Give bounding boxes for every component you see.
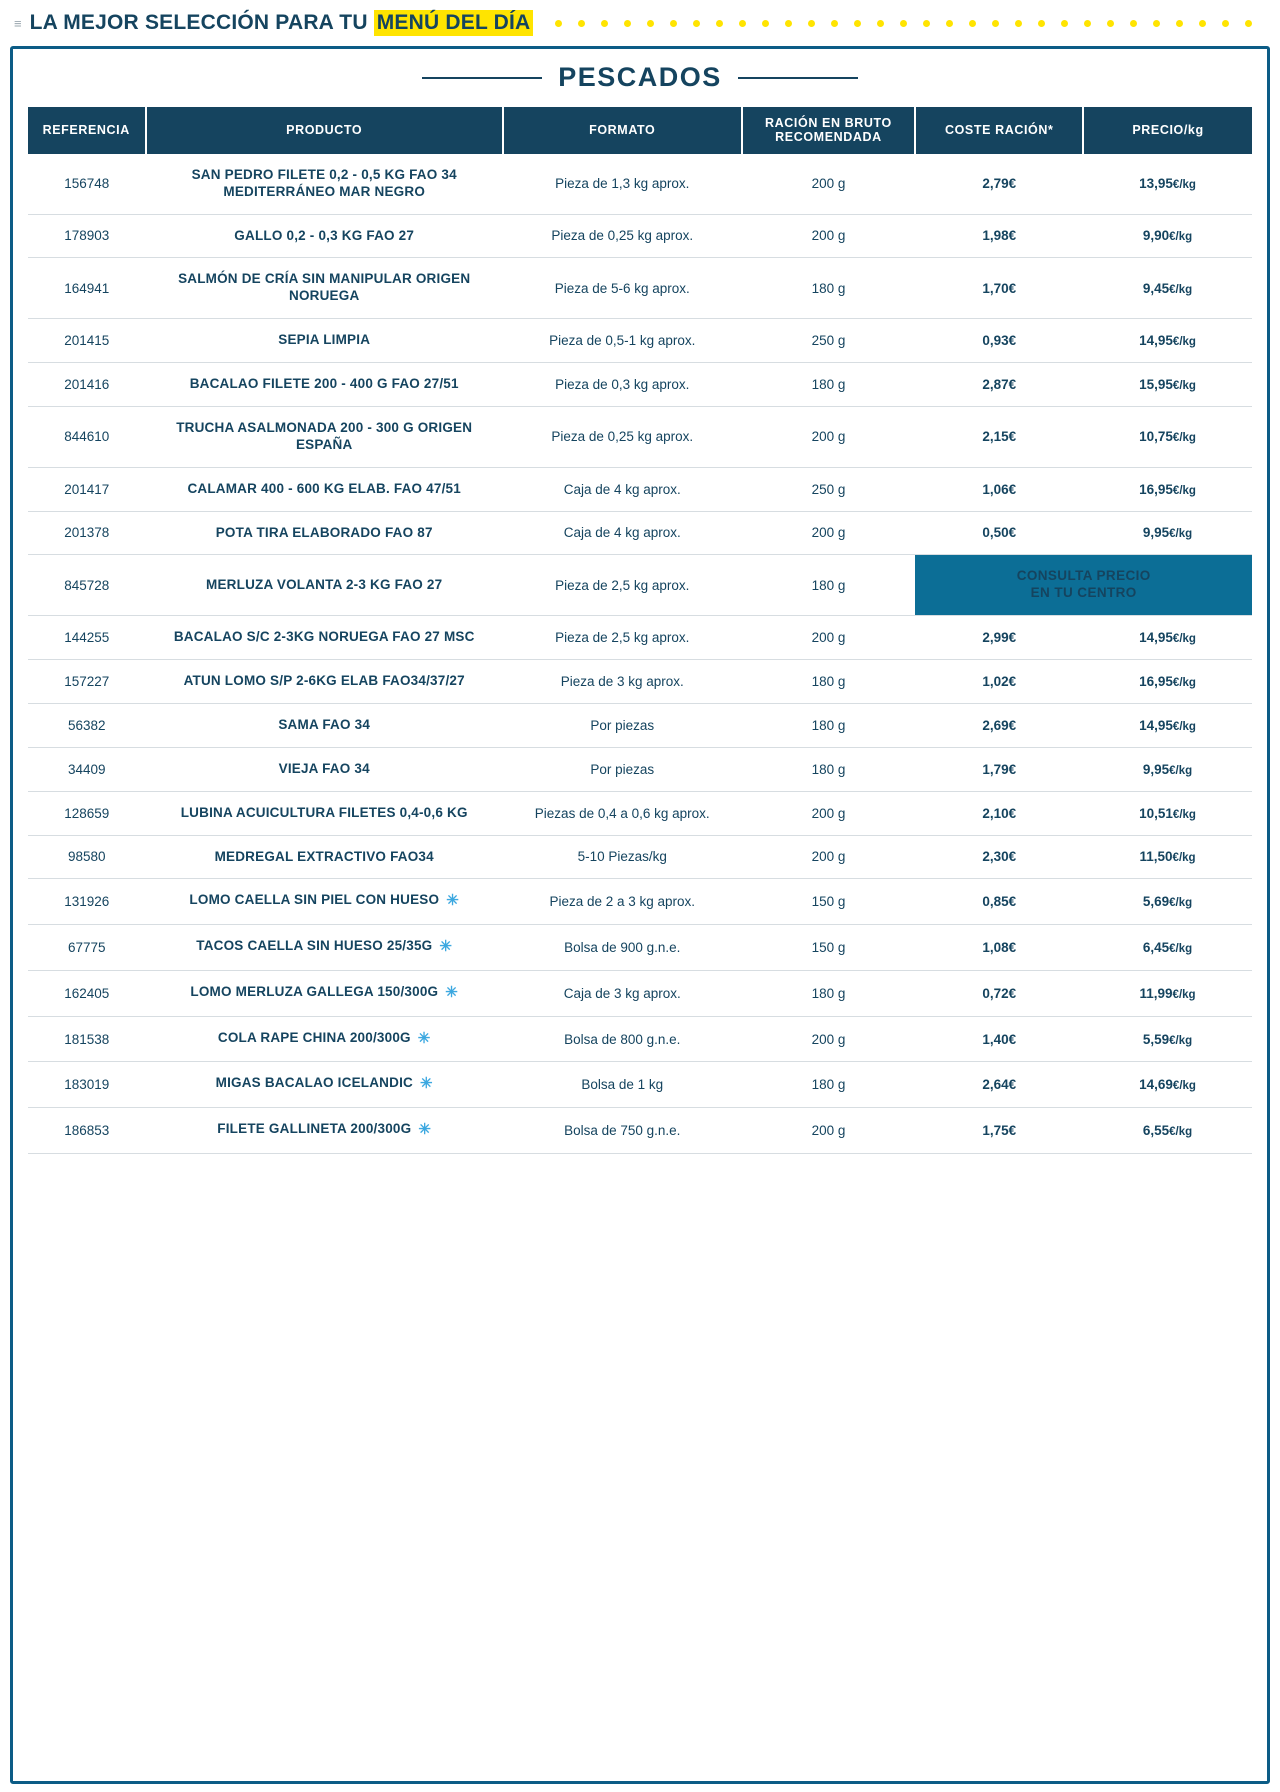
cell-coste-racion: 1,75€ <box>915 1108 1083 1154</box>
precio-unit: €/kg <box>1169 1034 1193 1047</box>
precio-value: 5,69 <box>1142 894 1170 910</box>
cell-precio-kg <box>1083 258 1252 319</box>
product-name: MIGAS BACALAO ICELANDIC <box>215 1075 413 1091</box>
dot <box>1130 20 1137 27</box>
cell-coste-racion: 2,10€ <box>915 791 1083 835</box>
cell-coste-racion: 2,15€ <box>915 406 1083 467</box>
cell-coste-racion: 1,40€ <box>915 1016 1083 1062</box>
cell-precio-kg <box>1083 214 1252 258</box>
menu-marker-icon: ≡ <box>14 15 22 31</box>
precio-unit: €/kg <box>1169 897 1193 910</box>
cell-racion: 180 g <box>742 747 916 791</box>
product-name: COLA RAPE CHINA 200/300G <box>217 1029 411 1045</box>
cell-racion: 200 g <box>742 154 916 214</box>
precio-unit: €/kg <box>1172 1080 1196 1093</box>
cell-precio-kg <box>1083 703 1252 747</box>
dot <box>693 20 700 27</box>
cell-producto <box>146 511 503 555</box>
product-name: VIEJA FAO 34 <box>278 760 370 776</box>
banner-title-plain: LA MEJOR SELECCIÓN PARA TU <box>29 11 368 34</box>
dot <box>578 20 585 27</box>
dot <box>670 20 677 27</box>
product-name: ATUN LOMO S/P 2-6KG ELAB FAO34/37/27 <box>183 673 465 688</box>
table-row <box>28 363 1252 407</box>
cell-referencia: 67775 <box>28 925 146 971</box>
dot <box>854 20 861 27</box>
dot <box>1199 20 1206 27</box>
cell-precio-kg <box>1083 616 1252 660</box>
product-name: POTA TIRA ELABORADO FAO 87 <box>215 524 433 540</box>
cell-referencia: 186853 <box>28 1108 146 1154</box>
precio-unit: €/kg <box>1169 231 1193 244</box>
precio-unit: €/kg <box>1172 808 1196 821</box>
cell-racion: 180 g <box>742 970 916 1016</box>
precio-value: 15,95 <box>1139 376 1173 392</box>
consulta-line-1: CONSULTA PRECIO <box>1016 568 1151 584</box>
dot <box>1176 20 1183 27</box>
cell-formato: Pieza de 2,5 kg aprox. <box>503 616 742 660</box>
table-row <box>28 879 1252 925</box>
cell-formato: Pieza de 3 kg aprox. <box>503 660 742 704</box>
precio-unit: €/kg <box>1172 988 1196 1001</box>
cell-producto <box>146 925 503 971</box>
cell-racion: 180 g <box>742 703 916 747</box>
precio-unit: €/kg <box>1172 379 1196 392</box>
cell-referencia: 34409 <box>28 747 146 791</box>
cell-precio-kg <box>1083 879 1252 925</box>
precio-value: 11,50 <box>1139 849 1173 865</box>
cell-coste-racion: 1,06€ <box>915 467 1083 511</box>
cell-coste-racion: 1,08€ <box>915 925 1083 971</box>
precio-unit: €/kg <box>1172 484 1196 497</box>
precio-unit: €/kg <box>1172 852 1196 865</box>
dot <box>762 20 769 27</box>
cell-referencia: 844610 <box>28 406 146 467</box>
cell-precio-kg <box>1083 791 1252 835</box>
cell-precio-kg <box>1083 467 1252 511</box>
table-row <box>28 703 1252 747</box>
dot <box>1153 20 1160 27</box>
cell-producto <box>146 1108 503 1154</box>
column-header-racion: RACIÓN EN BRUTO RECOMENDADA <box>742 107 916 154</box>
cell-formato: Pieza de 2,5 kg aprox. <box>503 555 742 616</box>
cell-referencia: 845728 <box>28 555 146 616</box>
cell-referencia: 144255 <box>28 616 146 660</box>
cell-racion: 150 g <box>742 925 916 971</box>
dot <box>1245 20 1252 27</box>
cell-precio-kg <box>1083 319 1252 363</box>
cell-referencia: 128659 <box>28 791 146 835</box>
cell-coste-racion: 1,70€ <box>915 258 1083 319</box>
table-row <box>28 511 1252 555</box>
cell-referencia: 201416 <box>28 363 146 407</box>
dot <box>1084 20 1091 27</box>
dot <box>831 20 838 27</box>
decorative-dots <box>555 20 1262 27</box>
precio-value: 14,95 <box>1139 333 1173 349</box>
table-row <box>28 1062 1252 1108</box>
table-header <box>28 107 1252 154</box>
precio-unit: €/kg <box>1172 432 1196 445</box>
precio-unit: €/kg <box>1172 676 1196 689</box>
table-row <box>28 747 1252 791</box>
rule-left <box>422 77 542 79</box>
cell-formato: Por piezas <box>503 747 742 791</box>
column-header-formato: FORMATO <box>503 107 742 154</box>
dot <box>785 20 792 27</box>
precio-unit: €/kg <box>1172 720 1196 733</box>
precio-unit: €/kg <box>1169 283 1193 296</box>
precio-value: 5,59 <box>1142 1031 1170 1047</box>
cell-racion: 150 g <box>742 879 916 925</box>
dot <box>716 20 723 27</box>
dot <box>923 20 930 27</box>
cell-precio-kg <box>1083 747 1252 791</box>
precio-value: 13,95 <box>1139 176 1173 192</box>
table-body <box>28 154 1252 1154</box>
cell-precio-kg <box>1083 363 1252 407</box>
cell-producto <box>146 258 503 319</box>
cell-producto <box>146 406 503 467</box>
precio-unit: €/kg <box>1172 336 1196 349</box>
dot <box>1015 20 1022 27</box>
cell-formato: Caja de 3 kg aprox. <box>503 970 742 1016</box>
table-row <box>28 154 1252 214</box>
dot <box>1222 20 1229 27</box>
cell-producto <box>146 879 503 925</box>
cell-formato: Bolsa de 800 g.n.e. <box>503 1016 742 1062</box>
banner-title-highlight: MENÚ DEL DÍA <box>374 10 534 36</box>
table-row <box>28 970 1252 1016</box>
cell-coste-racion: 1,02€ <box>915 660 1083 704</box>
table-row <box>28 925 1252 971</box>
cell-racion: 200 g <box>742 835 916 879</box>
precio-value: 14,69 <box>1139 1077 1173 1093</box>
table-row <box>28 660 1252 704</box>
table-row <box>28 1108 1252 1154</box>
dot <box>900 20 907 27</box>
precio-unit: €/kg <box>1169 528 1193 541</box>
product-name: CALAMAR 400 - 600 KG ELAB. FAO 47/51 <box>187 480 461 496</box>
snowflake-icon: ✳ <box>417 1029 431 1047</box>
cell-racion: 200 g <box>742 406 916 467</box>
cell-coste-racion: 2,64€ <box>915 1062 1083 1108</box>
cell-producto <box>146 660 503 704</box>
cell-referencia: 181538 <box>28 1016 146 1062</box>
precio-unit: €/kg <box>1169 764 1193 777</box>
cell-racion: 180 g <box>742 363 916 407</box>
dot <box>808 20 815 27</box>
table-row <box>28 555 1252 616</box>
cell-racion: 200 g <box>742 1016 916 1062</box>
precio-value: 11,99 <box>1139 985 1173 1001</box>
table-row <box>28 214 1252 258</box>
cell-precio-kg <box>1083 406 1252 467</box>
cell-racion: 250 g <box>742 319 916 363</box>
page-content <box>0 62 1280 1154</box>
cell-formato: Pieza de 0,5-1 kg aprox. <box>503 319 742 363</box>
cell-racion: 200 g <box>742 1108 916 1154</box>
column-header-producto: PRODUCTO <box>146 107 503 154</box>
product-name: LOMO MERLUZA GALLEGA 150/300G <box>190 983 439 999</box>
product-name: SAN PEDRO FILETE 0,2 - 0,5 KG FAO 34 MEDITERRÁNEO MAR NEGRO <box>191 166 457 199</box>
cell-producto <box>146 154 503 214</box>
products-table <box>28 107 1252 1154</box>
cell-referencia: 56382 <box>28 703 146 747</box>
cell-precio-kg <box>1083 1062 1252 1108</box>
dot <box>601 20 608 27</box>
product-name: SAMA FAO 34 <box>278 716 371 732</box>
snowflake-icon: ✳ <box>446 892 459 910</box>
cell-formato: Caja de 4 kg aprox. <box>503 511 742 555</box>
cell-precio-kg <box>1083 835 1252 879</box>
precio-value: 9,90 <box>1142 228 1170 244</box>
cell-producto <box>146 555 503 616</box>
precio-unit: €/kg <box>1172 633 1196 646</box>
cell-producto <box>146 791 503 835</box>
precio-unit: €/kg <box>1172 179 1196 192</box>
table-row <box>28 319 1252 363</box>
cell-coste-racion: 2,69€ <box>915 703 1083 747</box>
snowflake-icon: ✳ <box>445 983 459 1001</box>
precio-value: 16,95 <box>1139 673 1173 689</box>
product-name: SALMÓN DE CRÍA SIN MANIPULAR ORIGEN NORUEGA <box>178 271 471 304</box>
product-name: MEDREGAL EXTRACTIVO FAO34 <box>214 848 434 864</box>
table-row <box>28 1016 1252 1062</box>
product-name: TACOS CAELLA SIN HUESO 25/35G <box>196 938 433 954</box>
cell-coste-racion: 1,98€ <box>915 214 1083 258</box>
rule-right <box>738 77 858 79</box>
dot <box>992 20 999 27</box>
column-header-precio: PRECIO/kg <box>1083 107 1252 154</box>
cell-referencia: 201415 <box>28 319 146 363</box>
cell-coste-racion: 0,93€ <box>915 319 1083 363</box>
cell-formato: Bolsa de 1 kg <box>503 1062 742 1108</box>
product-name: LOMO CAELLA SIN PIEL CON HUESO <box>189 892 440 908</box>
cell-formato: Pieza de 5-6 kg aprox. <box>503 258 742 319</box>
precio-value: 14,95 <box>1139 630 1173 646</box>
cell-referencia: 178903 <box>28 214 146 258</box>
cell-formato: Caja de 4 kg aprox. <box>503 467 742 511</box>
cell-precio-kg <box>1083 154 1252 214</box>
precio-value: 6,45 <box>1142 940 1170 955</box>
cell-consulta-precio <box>915 555 1252 616</box>
product-name: BACALAO S/C 2-3KG NORUEGA FAO 27 MSC <box>173 629 475 645</box>
cell-coste-racion: 2,79€ <box>915 154 1083 214</box>
cell-precio-kg <box>1083 1108 1252 1154</box>
section-title: PESCADOS <box>558 62 722 92</box>
dot <box>555 20 562 27</box>
table-row <box>28 467 1252 511</box>
product-name: GALLO 0,2 - 0,3 KG FAO 27 <box>234 227 415 243</box>
cell-racion: 200 g <box>742 214 916 258</box>
dot <box>969 20 976 27</box>
cell-formato: Por piezas <box>503 703 742 747</box>
dot <box>946 20 953 27</box>
cell-referencia: 98580 <box>28 835 146 879</box>
product-name: MERLUZA VOLANTA 2-3 KG FAO 27 <box>206 576 443 592</box>
cell-precio-kg <box>1083 970 1252 1016</box>
precio-value: 9,95 <box>1142 761 1170 777</box>
column-header-coste: COSTE RACIÓN* <box>915 107 1083 154</box>
consulta-line-2: EN TU CENTRO <box>1030 585 1137 601</box>
table-row <box>28 616 1252 660</box>
cell-coste-racion: 0,72€ <box>915 970 1083 1016</box>
section-header <box>28 62 1252 93</box>
top-banner <box>0 0 1280 46</box>
cell-formato: Pieza de 0,25 kg aprox. <box>503 214 742 258</box>
product-name: BACALAO FILETE 200 - 400 G FAO 27/51 <box>189 376 459 391</box>
cell-racion: 200 g <box>742 616 916 660</box>
table-row <box>28 406 1252 467</box>
banner-title <box>30 10 534 36</box>
cell-formato: Pieza de 2 a 3 kg aprox. <box>503 879 742 925</box>
precio-value: 16,95 <box>1139 481 1173 497</box>
cell-racion: 180 g <box>742 555 916 616</box>
table-row <box>28 258 1252 319</box>
cell-coste-racion: 0,85€ <box>915 879 1083 925</box>
precio-value: 6,55 <box>1142 1123 1170 1138</box>
precio-value: 10,75 <box>1139 429 1173 445</box>
table-row <box>28 835 1252 879</box>
precio-value: 9,95 <box>1142 525 1170 541</box>
cell-precio-kg <box>1083 511 1252 555</box>
cell-racion: 180 g <box>742 258 916 319</box>
product-name: FILETE GALLINETA 200/300G <box>217 1121 412 1137</box>
product-name: SEPIA LIMPIA <box>278 332 371 348</box>
cell-referencia: 201378 <box>28 511 146 555</box>
dot <box>624 20 631 27</box>
cell-referencia: 157227 <box>28 660 146 704</box>
dot <box>1061 20 1068 27</box>
cell-producto <box>146 835 503 879</box>
cell-coste-racion: 2,99€ <box>915 616 1083 660</box>
cell-producto <box>146 214 503 258</box>
cell-referencia: 162405 <box>28 970 146 1016</box>
cell-formato: Pieza de 0,3 kg aprox. <box>503 363 742 407</box>
cell-racion: 200 g <box>742 791 916 835</box>
dot <box>739 20 746 27</box>
snowflake-icon: ✳ <box>419 1075 433 1093</box>
cell-producto <box>146 616 503 660</box>
cell-racion: 200 g <box>742 511 916 555</box>
cell-producto <box>146 703 503 747</box>
cell-racion: 250 g <box>742 467 916 511</box>
precio-value: 9,45 <box>1142 280 1170 296</box>
cell-producto <box>146 1016 503 1062</box>
cell-producto <box>146 319 503 363</box>
cell-coste-racion: 2,30€ <box>915 835 1083 879</box>
cell-formato: Bolsa de 900 g.n.e. <box>503 925 742 971</box>
precio-value: 10,51 <box>1139 805 1173 821</box>
cell-producto <box>146 363 503 407</box>
dot <box>877 20 884 27</box>
column-header-referencia: REFERENCIA <box>28 107 146 154</box>
dot <box>1107 20 1114 27</box>
snowflake-icon: ✳ <box>439 938 453 956</box>
precio-unit: €/kg <box>1169 943 1193 955</box>
cell-formato: Pieza de 0,25 kg aprox. <box>503 406 742 467</box>
cell-producto <box>146 1062 503 1108</box>
cell-referencia: 156748 <box>28 154 146 214</box>
table-row <box>28 791 1252 835</box>
cell-coste-racion: 1,79€ <box>915 747 1083 791</box>
cell-precio-kg <box>1083 1016 1252 1062</box>
snowflake-icon: ✳ <box>418 1121 432 1139</box>
product-name: TRUCHA ASALMONADA 200 - 300 G ORIGEN ESPAÑA <box>176 419 473 452</box>
cell-formato: Pieza de 1,3 kg aprox. <box>503 154 742 214</box>
cell-coste-racion: 2,87€ <box>915 363 1083 407</box>
table-header-row <box>28 107 1252 154</box>
cell-producto <box>146 970 503 1016</box>
cell-producto <box>146 467 503 511</box>
cell-referencia: 201417 <box>28 467 146 511</box>
cell-producto <box>146 747 503 791</box>
dot <box>647 20 654 27</box>
cell-coste-racion: 0,50€ <box>915 511 1083 555</box>
cell-precio-kg <box>1083 660 1252 704</box>
cell-formato: Bolsa de 750 g.n.e. <box>503 1108 742 1154</box>
cell-formato: 5-10 Piezas/kg <box>503 835 742 879</box>
cell-racion: 180 g <box>742 1062 916 1108</box>
dot <box>1038 20 1045 27</box>
precio-unit: €/kg <box>1169 1126 1193 1138</box>
cell-formato: Piezas de 0,4 a 0,6 kg aprox. <box>503 791 742 835</box>
cell-referencia: 164941 <box>28 258 146 319</box>
cell-referencia: 131926 <box>28 879 146 925</box>
product-name: LUBINA ACUICULTURA FILETES 0,4-0,6 KG <box>180 804 468 820</box>
precio-value: 14,95 <box>1139 717 1173 733</box>
cell-racion: 180 g <box>742 660 916 704</box>
cell-referencia: 183019 <box>28 1062 146 1108</box>
cell-precio-kg <box>1083 925 1252 971</box>
